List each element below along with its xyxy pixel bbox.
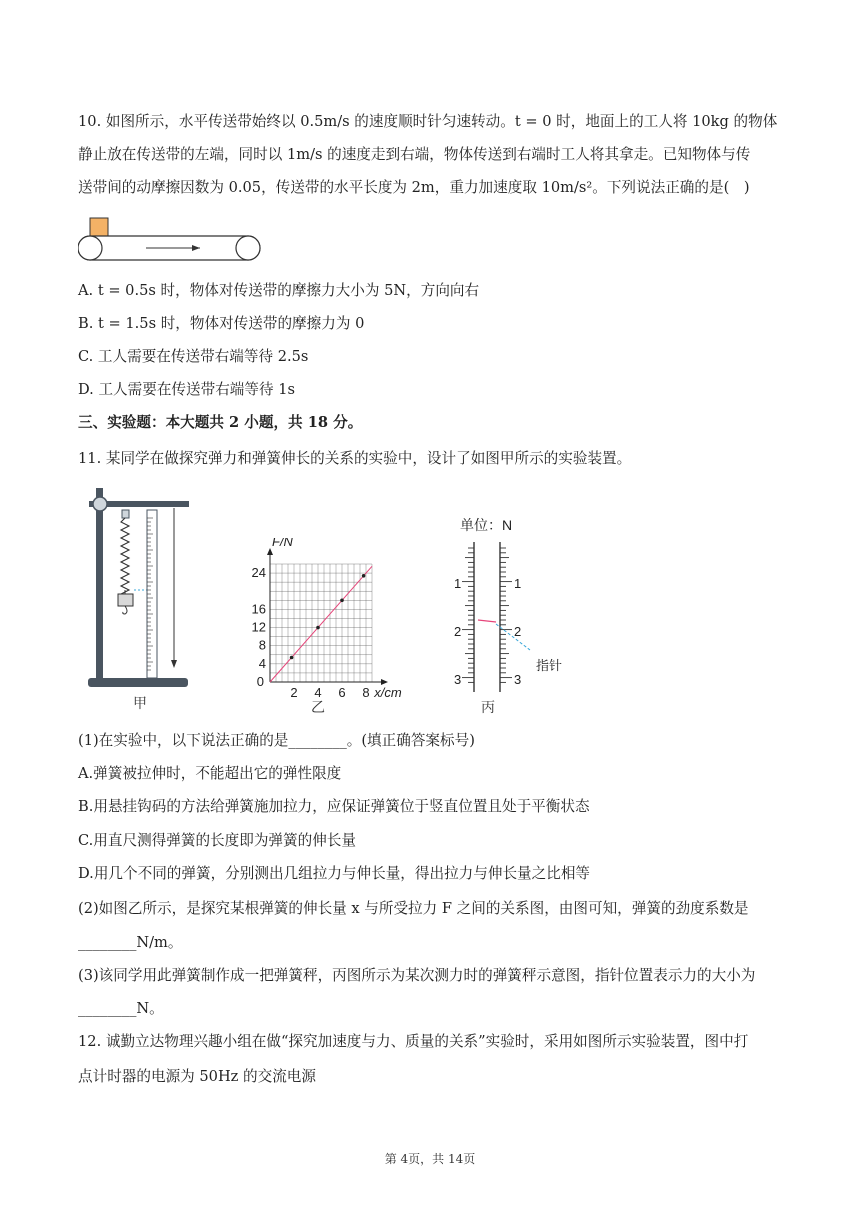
q11-sub1-option-c: C.用直尺测得弹簧的长度即为弹簧的伸长量 bbox=[78, 832, 356, 849]
q11-sub3-line2: ________N。 bbox=[78, 1000, 164, 1017]
section-3-heading: 三、实验题：本大题共 2 小题，共 18 分。 bbox=[78, 414, 363, 431]
figure-bing-scale bbox=[440, 516, 580, 718]
y-tick-label: 8 bbox=[258, 637, 266, 653]
figure-jia-apparatus bbox=[82, 478, 192, 718]
x-tick-label: 8 bbox=[362, 685, 370, 700]
data-point bbox=[340, 599, 344, 603]
right-tick-1: 1 bbox=[514, 576, 522, 591]
left-tick-1: 1 bbox=[454, 576, 462, 591]
y-axis-label: F/N bbox=[272, 538, 293, 549]
data-point bbox=[362, 574, 366, 578]
scale-unit-label: 单位：N bbox=[460, 517, 513, 533]
y-tick-label: 16 bbox=[251, 601, 266, 617]
left-tick-3: 3 bbox=[454, 672, 462, 687]
q10-option-c: C. 工人需要在传送带右端等待 2.5s bbox=[78, 348, 309, 365]
box-object bbox=[90, 218, 108, 236]
q11-sub1-option-b: B.用悬挂钩码的方法给弹簧施加拉力，应保证弹簧位于竖直位置且处于平衡状态 bbox=[78, 798, 590, 815]
q11-sub1-option-d: D.用几个不同的弹簧，分别测出几组拉力与伸长量，得出拉力与伸长量之比相等 bbox=[78, 865, 591, 882]
figure-yi-label: 乙 bbox=[311, 699, 325, 715]
y-tick-label: 12 bbox=[251, 619, 266, 635]
right-tick-2: 2 bbox=[514, 624, 522, 639]
q11-sub1: (1)在实验中，以下说法正确的是________。(填正确答案标号) bbox=[78, 732, 475, 749]
x-tick-label: 6 bbox=[338, 685, 346, 700]
q11-sub3-line1: (3)该同学用此弹簧制作成一把弹簧秤，丙图所示为某次测力时的弹簧秤示意图，指针位置表示力的大小为 bbox=[78, 967, 756, 984]
right-tick-3: 3 bbox=[514, 672, 522, 687]
x-axis-label: x/cm bbox=[374, 685, 402, 700]
q10-line1: 10. 如图所示，水平传送带始终以 0.5m/s 的速度顺时针匀速转动。t = 0 时，地面上的工人将 10kg 的物体 bbox=[78, 113, 778, 130]
q11-stem: 11. 某同学在做探究弹力和弹簧伸长的关系的实验中，设计了如图甲所示的实验装置。 bbox=[78, 450, 632, 467]
y-axis-arrow bbox=[267, 548, 273, 555]
left-tick-2: 2 bbox=[454, 624, 462, 639]
x-tick-label: 4 bbox=[314, 685, 322, 700]
figure-bing-label: 丙 bbox=[481, 699, 495, 715]
left-pulley bbox=[78, 236, 102, 260]
page-footer: 第 4页，共 14页 bbox=[384, 1152, 476, 1166]
data-point bbox=[316, 626, 320, 630]
right-pulley bbox=[236, 236, 260, 260]
q10-option-d: D. 工人需要在传送带右端等待 1s bbox=[78, 381, 295, 398]
q10-option-a: A. t = 0.5s 时，物体对传送带的摩擦力大小为 5N，方向向右 bbox=[78, 282, 480, 299]
q12-line1: 12. 诚勤立达物理兴趣小组在做“探究加速度与力、质量的关系”实验时，采用如图所示实验装置，图中打 bbox=[78, 1033, 749, 1050]
y-tick-label: 24 bbox=[251, 565, 266, 581]
conveyor-belt-figure bbox=[78, 213, 262, 263]
q10-line3: 送带间的动摩擦因数为 0.05，传送带的水平长度为 2m，重力加速度取 10m/s²。下列说法正确的是( ) bbox=[78, 179, 750, 196]
q12-line2: 点计时器的电源为 50Hz 的交流电源 bbox=[78, 1068, 316, 1085]
pointer-line bbox=[478, 620, 496, 622]
y-tick-label: 4 bbox=[258, 655, 266, 671]
origin-label: 0 bbox=[256, 674, 264, 689]
data-point bbox=[290, 656, 294, 660]
figure-yi-chart bbox=[240, 538, 420, 718]
figure-jia-label: 甲 bbox=[133, 695, 147, 711]
q11-sub2-line1: (2)如图乙所示，是探究某根弹簧的伸长量 x 与所受拉力 F 之间的关系图，由图可知，弹簧的劲度系数是 bbox=[78, 900, 749, 917]
q10-option-b: B. t = 1.5s 时，物体对传送带的摩擦力为 0 bbox=[78, 315, 365, 332]
q11-sub2-line2: ________N/m。 bbox=[78, 934, 183, 951]
fit-line bbox=[270, 566, 372, 682]
pointer-label: 指针 bbox=[536, 658, 563, 673]
q10-line2: 静止放在传送带的左端，同时以 1m/s 的速度走到右端，物体传送到右端时工人将其拿走。已知物体与传 bbox=[78, 146, 751, 163]
q11-sub1-option-a: A.弹簧被拉伸时，不能超出它的弹性限度 bbox=[78, 765, 342, 782]
x-tick-label: 2 bbox=[290, 685, 298, 700]
